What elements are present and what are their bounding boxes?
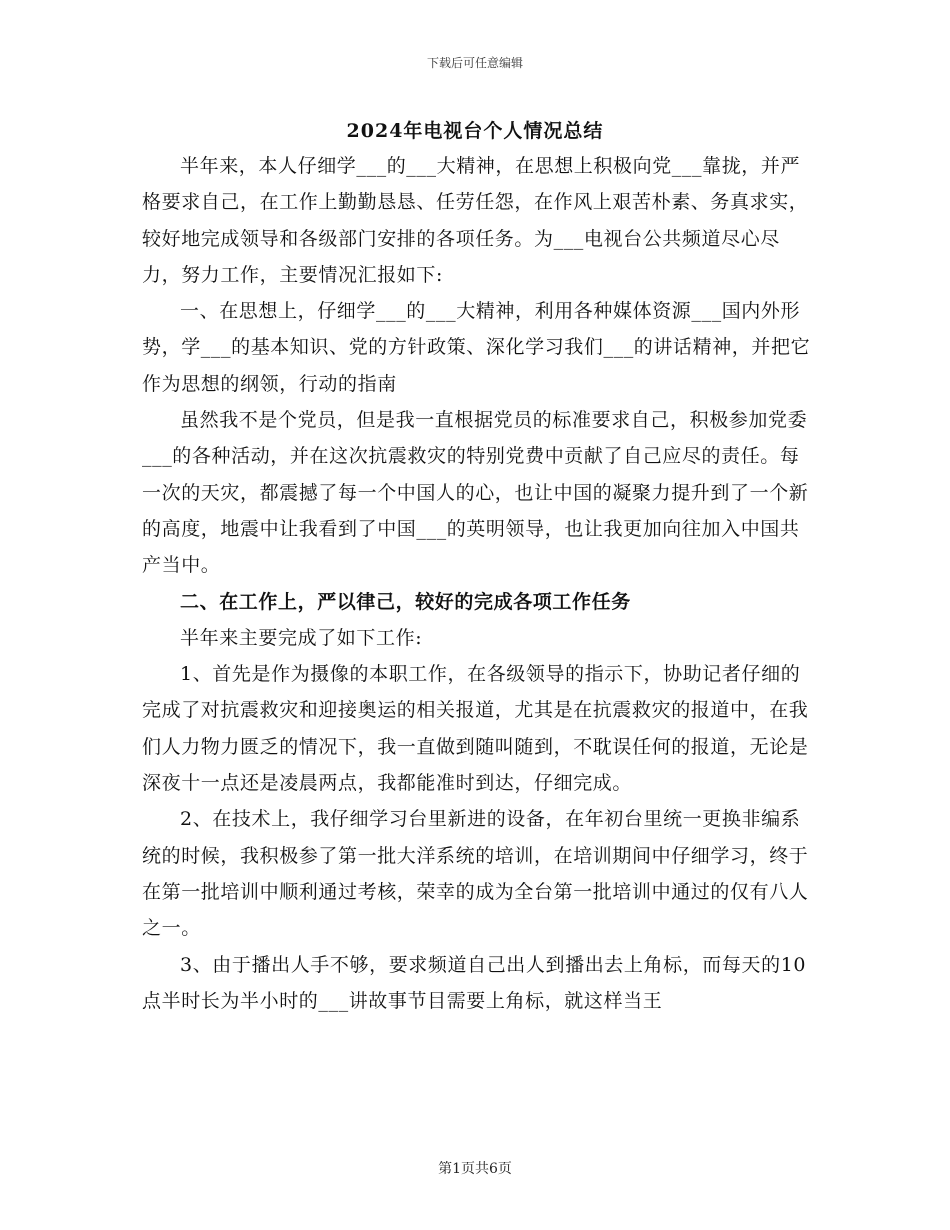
- paragraph-item-three: 3、由于播出人手不够，要求频道自己出人到播出去上角标，而每天的10点半时长为半小时的___讲故事节目需要上角标，就这样当王: [142, 953, 807, 1012]
- section-heading-two: 二、在工作上，严以律己，较好的完成各项工作任务: [180, 590, 631, 613]
- paragraph-section-one: 一、在思想上，仔细学___的___大精神，利用各种媒体资源___国内外形势，学___的基本知识、党的方针政策、深化学习我们___的讲话精神，并把它作为思想的纲领，行动的指南: [142, 300, 811, 395]
- paragraph-party: 虽然我不是个党员，但是我一直根据党员的标准要求自己，积极参加党委___的各种活动，并在这次抗震救灾的特别党费中贡献了自己应尽的责任。每一次的天灾，都震撼了每一个中国人的心，也让中国的凝聚力提升到了一个新的高度，地震中让我看到了中国___的英明领导，也让我更加向往加入中国共产当中。: [142, 409, 809, 577]
- paragraph-item-two: 2、在技术上，我仔细学习台里新进的设备，在年初台里统一更换非编系统的时候，我积极参了第一批大洋系统的培训，在培训期间中仔细学习，终于在第一批培训中顺利通过考核，荣幸的成为全台第一批培训中通过的仅有八人之一。: [142, 808, 809, 940]
- paragraph-item-one: 1、首先是作为摄像的本职工作，在各级领导的指示下，协助记者仔细的完成了对抗震救灾和迎接奥运的相关报道，尤其是在抗震救灾的报道中，在我们人力物力匮乏的情况下，我一直做到随叫随到，不耽误任何的报道，无论是深夜十一点还是凌晨两点，我都能准时到达，仔细完成。: [142, 663, 809, 795]
- document-title: 2024年电视台个人情况总结: [346, 120, 604, 142]
- paragraph-intro: 半年来，本人仔细学___的___大精神，在思想上积极向党___靠拢，并严格要求自己，在工作上勤勤恳恳、任劳任怨，在作风上艰苦朴素、务真求实，较好地完成领导和各级部门安排的各项任务。为___电视台公共频道尽心尽力，努力工作，主要情况汇报如下:: [142, 155, 809, 286]
- document-body: [142, 148, 812, 1019]
- page-number: 第1页共6页: [438, 1161, 512, 1177]
- paragraph-work-summary: 半年来主要完成了如下工作:: [180, 626, 423, 649]
- header-note: 下载后可任意编辑: [426, 56, 523, 70]
